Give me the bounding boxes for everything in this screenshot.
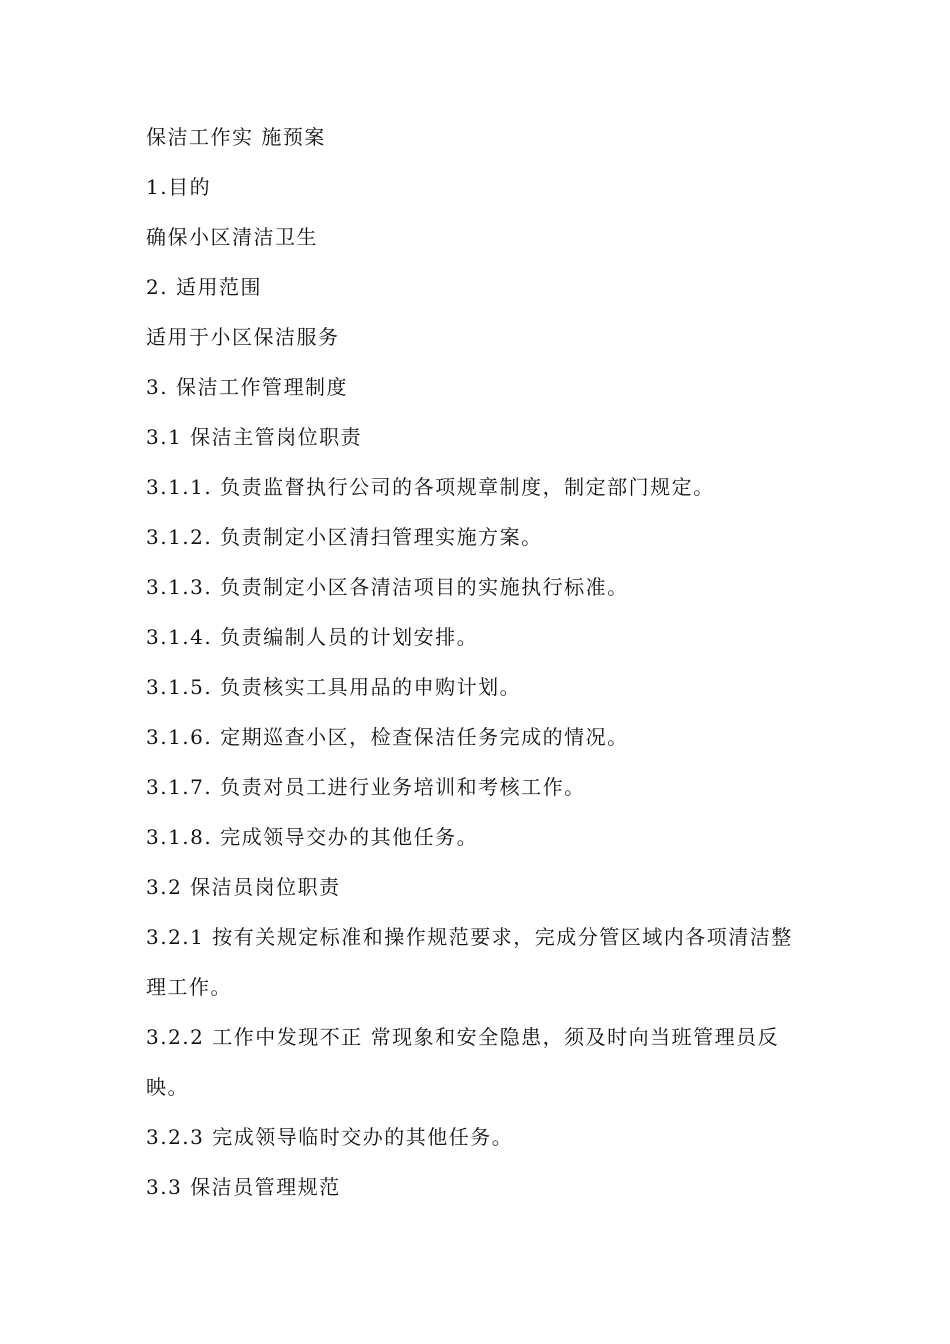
subsection-heading-cleaner: 3.2 保洁员岗位职责 (146, 875, 341, 899)
list-item: 3.2.1 按有关规定标准和操作规范要求，完成分管区域内各项清洁整 (146, 925, 793, 949)
list-item: 3.1.1. 负责监督执行公司的各项规章制度，制定部门规定。 (146, 475, 715, 499)
list-item-continuation: 理工作。 (146, 975, 232, 999)
list-item: 3.1.6. 定期巡查小区，检查保洁任务完成的情况。 (146, 725, 629, 749)
document-title: 保洁工作实 施预案 (146, 125, 326, 149)
document-page (146, 112, 816, 1212)
list-item: 3.1.5. 负责核实工具用品的申购计划。 (146, 675, 522, 699)
section-heading-management: 3. 保洁工作管理制度 (146, 375, 348, 399)
subsection-heading-cleaner-rules: 3.3 保洁员管理规范 (146, 1175, 341, 1199)
list-item: 3.1.4. 负责编制人员的计划安排。 (146, 625, 479, 649)
paragraph-purpose: 确保小区清洁卫生 (146, 225, 318, 249)
list-item: 3.1.2. 负责制定小区清扫管理实施方案。 (146, 525, 543, 549)
list-item: 3.1.3. 负责制定小区各清洁项目的实施执行标准。 (146, 575, 629, 599)
list-item: 3.1.8. 完成领导交办的其他任务。 (146, 825, 479, 849)
list-item-continuation: 映。 (146, 1075, 189, 1099)
paragraph-scope: 适用于小区保洁服务 (146, 325, 340, 349)
list-item: 3.1.7. 负责对员工进行业务培训和考核工作。 (146, 775, 586, 799)
section-heading-purpose: 1.目的 (146, 175, 212, 199)
list-item: 3.2.2 工作中发现不正 常现象和安全隐患，须及时向当班管理员反 (146, 1025, 780, 1049)
subsection-heading-supervisor: 3.1 保洁主管岗位职责 (146, 425, 363, 449)
section-heading-scope: 2. 适用范围 (146, 275, 262, 299)
list-item: 3.2.3 完成领导临时交办的其他任务。 (146, 1125, 514, 1149)
